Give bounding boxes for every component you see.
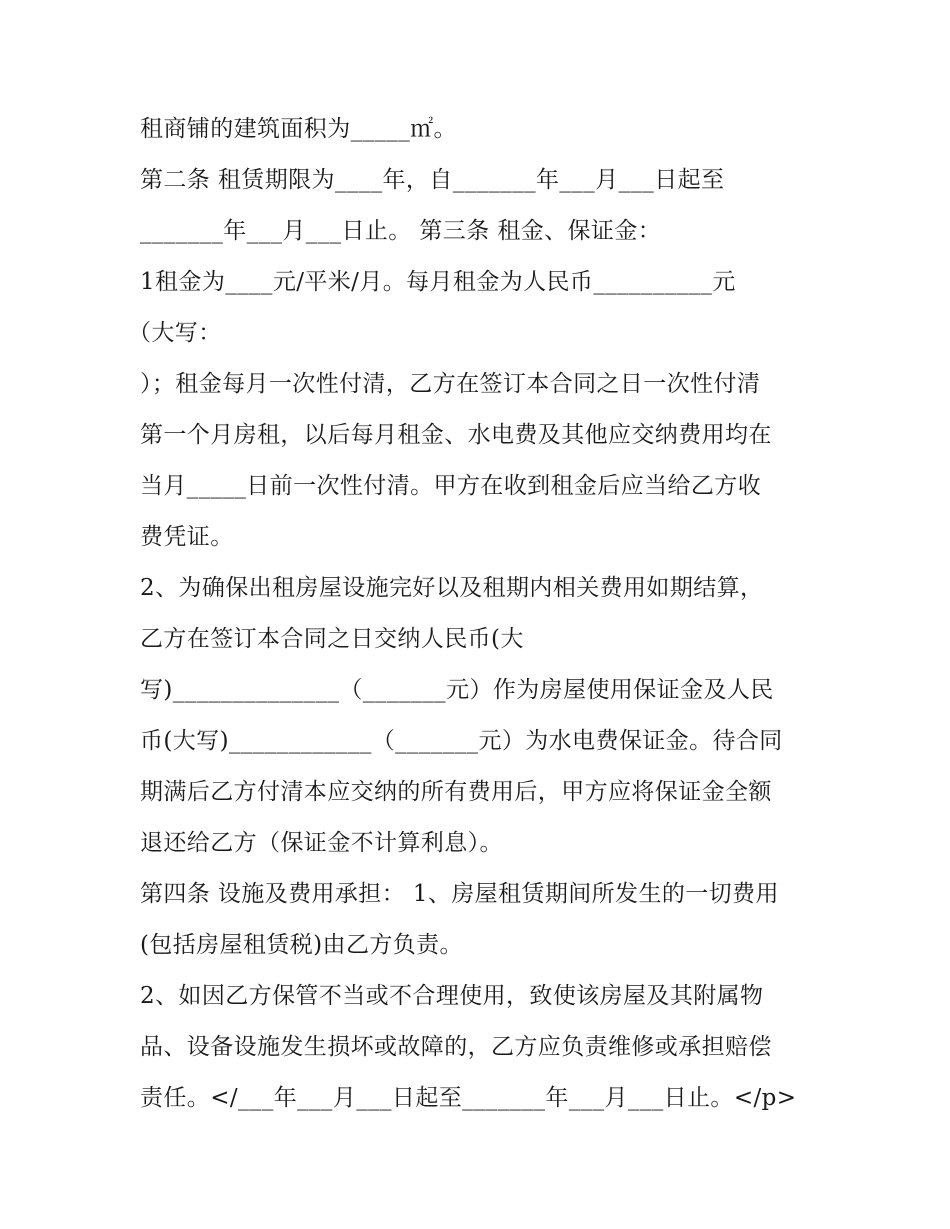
text-line: 责任。</___年___月___日起至_______年___月___日止。</p> xyxy=(140,1085,797,1111)
text-line: 1租金为____元/平米/月。每月租金为人民币__________元 xyxy=(140,269,736,295)
text-line: 币(大写)____________（_______元）为水电费保证金。待合同 xyxy=(140,728,783,754)
text-line: 第一个月房租，以后每月租金、水电费及其他应交纳费用均在 xyxy=(140,422,772,448)
text-line: ）；租金每月一次性付清，乙方在签订本合同之日一次性付清 xyxy=(140,371,761,397)
text-line: 期满后乙方付清本应交纳的所有费用后，甲方应将保证金全额 xyxy=(140,779,772,805)
text-line: （大写： xyxy=(128,320,222,346)
text-line: 第四条 设施及费用承担： 1、房屋租赁期间所发生的一切费用 xyxy=(140,881,779,907)
text-line: 2、如因乙方保管不当或不合理使用，致使该房屋及其附属物 xyxy=(140,983,764,1009)
text-line: 退还给乙方（保证金不计算利息）。 xyxy=(140,830,503,856)
text-line: 第二条 租赁期限为____年，自_______年___月___日起至 xyxy=(140,167,725,193)
text-line: (包括房屋租赁税)由乙方负责。 xyxy=(140,932,463,958)
text-line: 2、为确保出租房屋设施完好以及租期内相关费用如期结算， xyxy=(140,575,764,601)
text-line: 当月_____日前一次性付清。甲方在收到租金后应当给乙方收 xyxy=(140,473,762,499)
text-line: 乙方在签订本合同之日交纳人民币(大 xyxy=(140,626,524,652)
text-line: 品、设备设施发生损坏或故障的，乙方应负责维修或承担赔偿 xyxy=(140,1034,772,1060)
text-line: 写)______________（_______元）作为房屋使用保证金及人民 xyxy=(140,677,774,703)
text-line: 费凭证。 xyxy=(140,524,234,550)
text-line: _______年___月___日止。 第三条 租金、保证金： xyxy=(140,218,662,244)
text-line: 租商铺的建筑面积为_____㎡。 xyxy=(140,116,457,142)
